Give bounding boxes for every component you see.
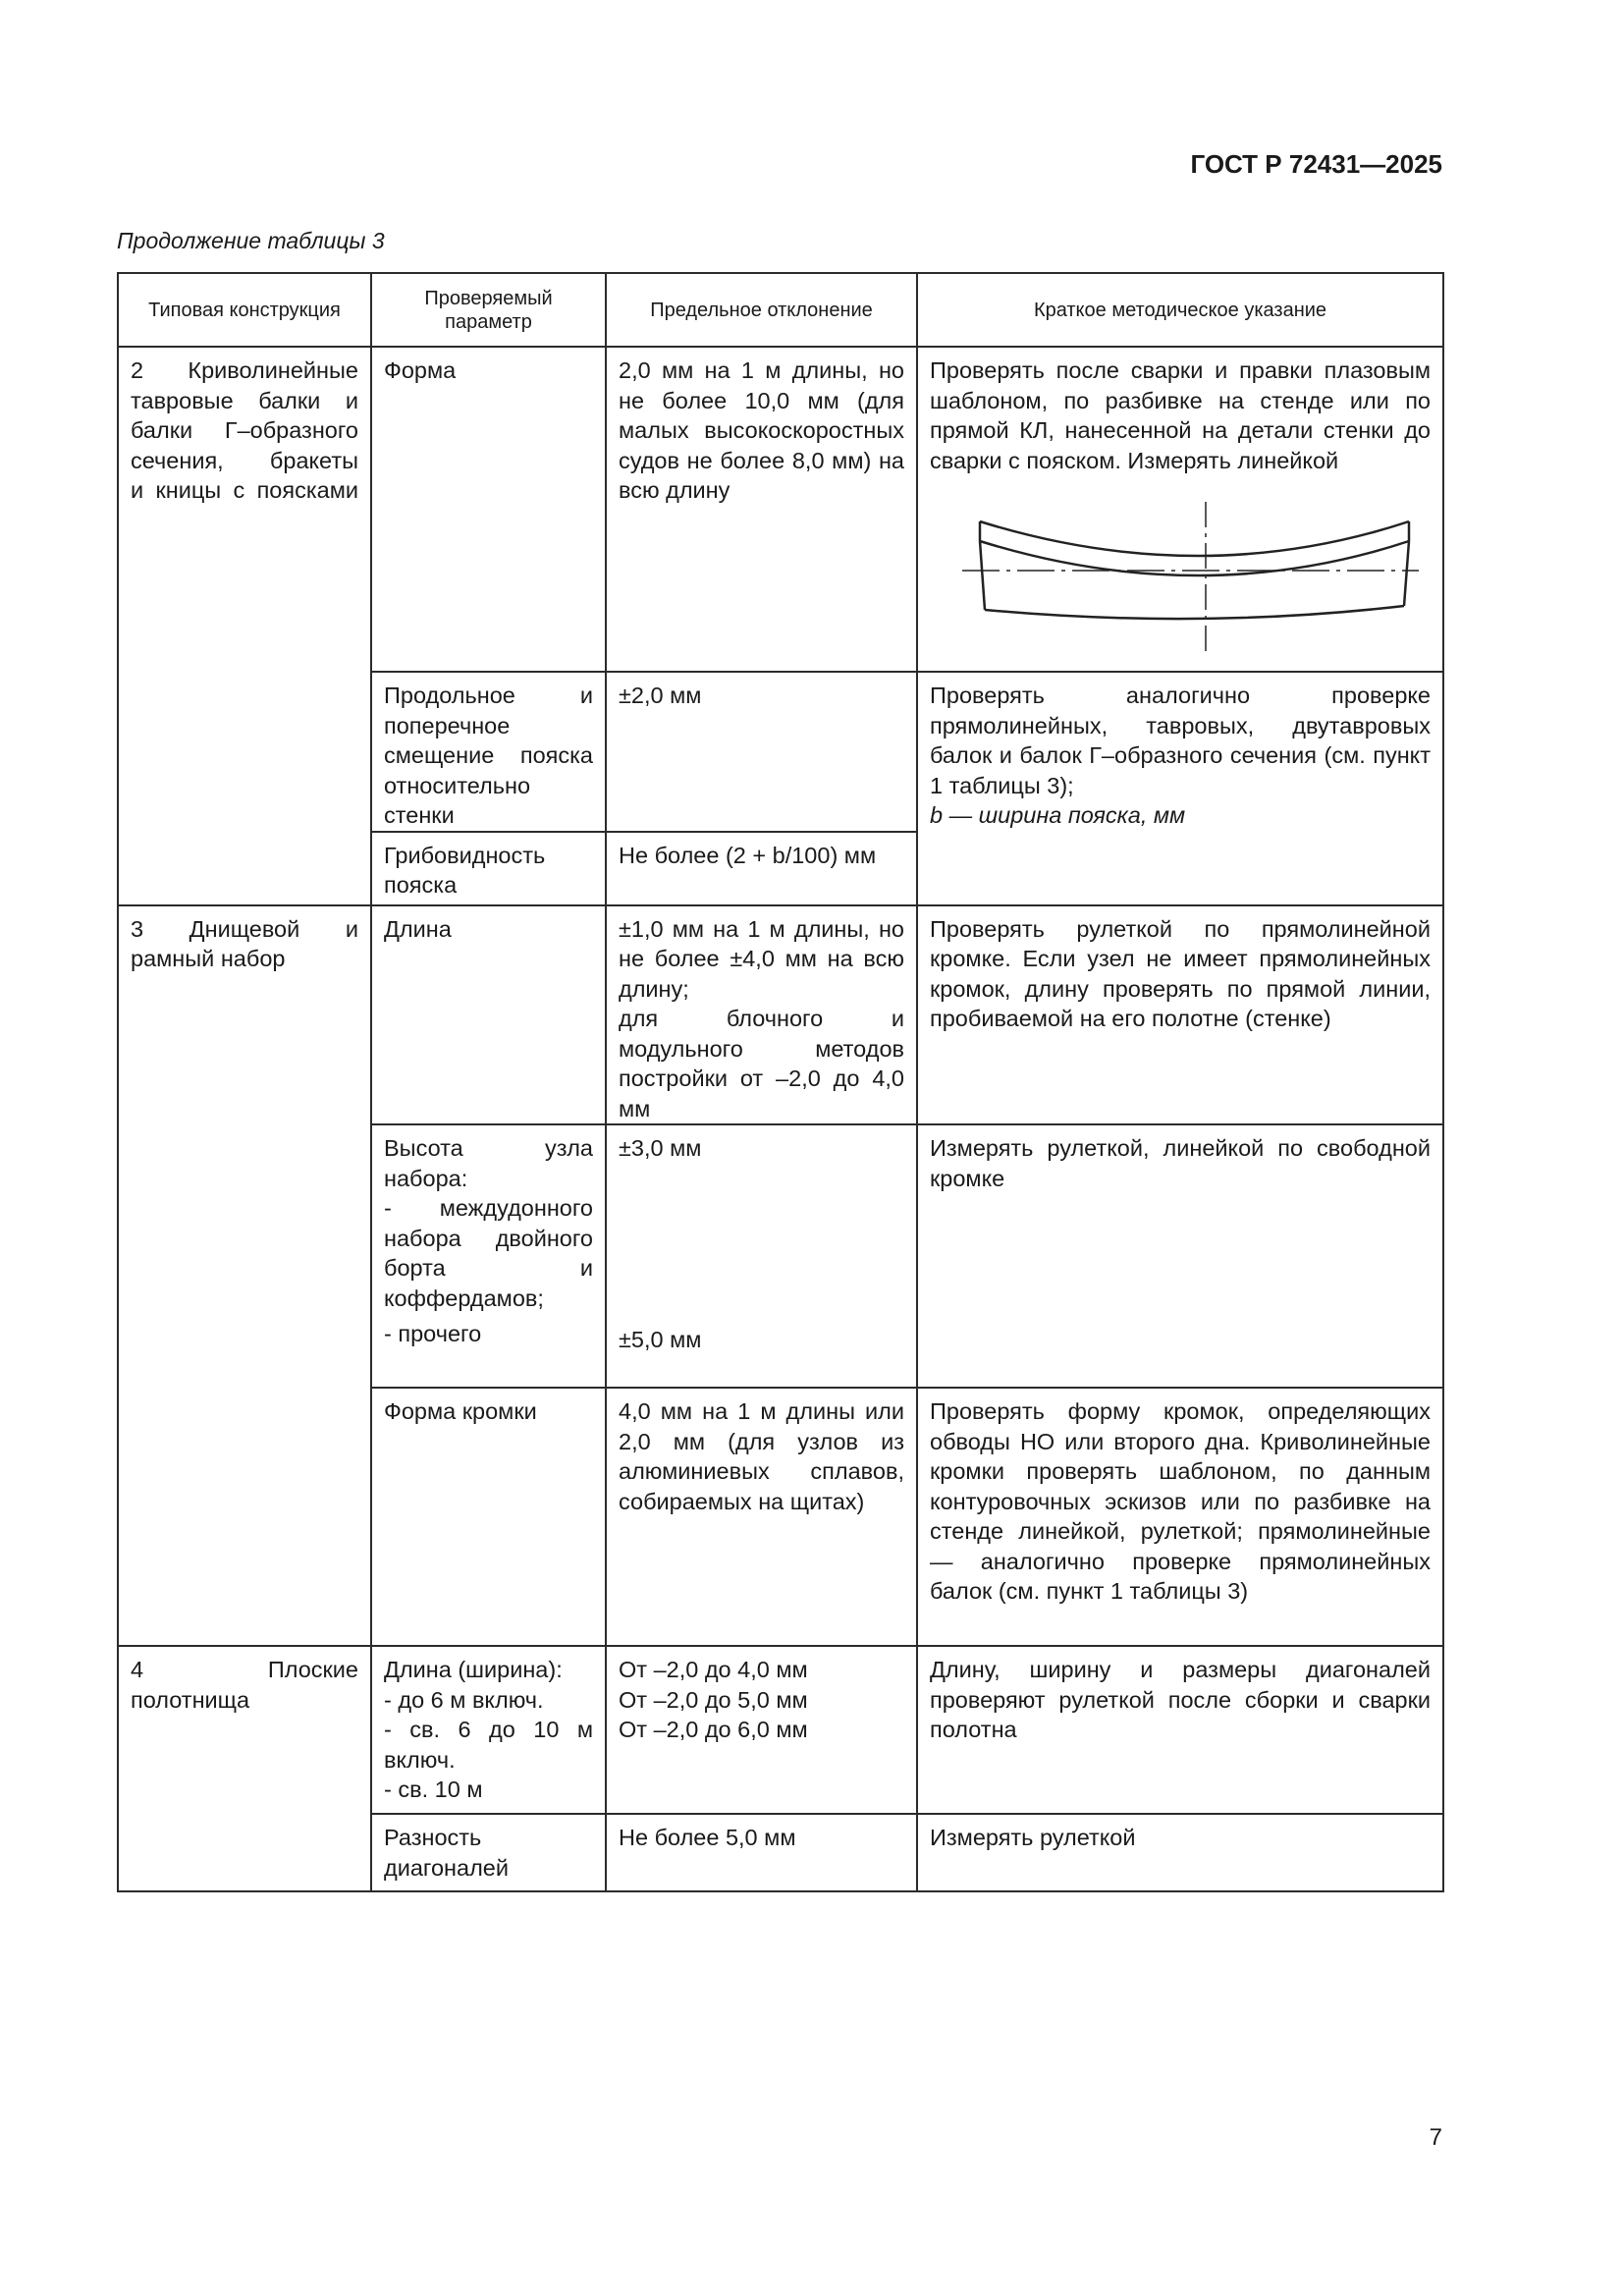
method-text: Проверять аналогично проверке прямолинейных, тавровых, двутавровых балок и балок Г–образного сечения (см. пункт 1 таблицы 3); xyxy=(930,683,1431,798)
inspection-table xyxy=(117,272,1444,1892)
parameter-cell: Форма кромки xyxy=(371,1388,606,1646)
parameter-cell: Разность диагоналей xyxy=(371,1814,606,1891)
parameter-cell: Длина xyxy=(371,905,606,1125)
construction-cell: 2 Криволинейные тавровые балки и балки Г–образного сечения, бракеты и кницы с поясками xyxy=(118,347,371,905)
deviation-cell: От –2,0 до 4,0 мм От –2,0 до 5,0 мм От –2,0 до 6,0 мм xyxy=(606,1646,917,1814)
table-header-row xyxy=(118,273,1443,347)
deviation-cell: Не более 5,0 мм xyxy=(606,1814,917,1891)
method-cell: Измерять рулеткой xyxy=(917,1814,1443,1891)
deviation-value: ±5,0 мм xyxy=(619,1326,702,1352)
standard-number: ГОСТ Р 72431—2025 xyxy=(1190,149,1442,179)
parameter-cell: Продольное и поперечное смещение пояска относительно стенки xyxy=(371,672,606,832)
header-construction: Типовая конструкция xyxy=(118,273,371,347)
parameter-cell xyxy=(371,1124,606,1388)
deviation-cell: 2,0 мм на 1 м длины, но не более 10,0 мм (для малых высокоскоростных судов не более 8,0 мм) на всю длину xyxy=(606,347,917,672)
parameter-title: Высота узла набора: xyxy=(384,1135,593,1191)
parameter-item: - прочего xyxy=(384,1321,482,1346)
method-cell: Проверять рулеткой по прямолинейной кромке. Если узел не имеет прямолинейных кромок, длину проверять по прямой линии, пробиваемой на его полотне (стенке) xyxy=(917,905,1443,1125)
method-note: b — ширина пояска, мм xyxy=(930,802,1186,828)
parameter-cell: Форма xyxy=(371,347,606,672)
curved-beam-sketch xyxy=(947,497,1419,654)
deviation-cell: ±1,0 мм на 1 м длины, но не более ±4,0 мм на всю длину; для блочного и модульного методов постройки от –2,0 до 4,0 мм xyxy=(606,905,917,1125)
table-row xyxy=(118,905,1443,1125)
deviation-cell: ±2,0 мм xyxy=(606,672,917,832)
method-cell: Длину, ширину и размеры диагоналей проверяют рулеткой после сборки и сварки полотна xyxy=(917,1646,1443,1814)
header-deviation: Предельное отклонение xyxy=(606,273,917,347)
deviation-cell: Не более (2 + b/100) мм xyxy=(606,832,917,905)
construction-cell: 4 Плоские полотнища xyxy=(118,1646,371,1891)
header-method: Краткое методическое указание xyxy=(917,273,1443,347)
header-parameter: Проверяемый параметр xyxy=(371,273,606,347)
method-cell: Проверять форму кромок, определяющих обводы НО или второго дна. Криволинейные кромки проверять шаблоном, по данным контуровочных эскизов или по разбивке на стенде линейкой, рулеткой; прямолинейные — аналогично проверке прямолинейных балок (см. пункт 1 таблицы 3) xyxy=(917,1388,1443,1646)
parameter-item: - междудонного набора двойного борта и коффердамов; xyxy=(384,1195,593,1311)
construction-cell: 3 Днищевой и рамный набор xyxy=(118,905,371,1647)
page-number: 7 xyxy=(1429,2124,1442,2151)
method-cell xyxy=(917,347,1443,672)
deviation-value: ±3,0 мм xyxy=(619,1135,702,1161)
table-continuation-caption: Продолжение таблицы 3 xyxy=(117,228,385,253)
parameter-cell: Длина (ширина): - до 6 м включ. - св. 6 до 10 м включ. - св. 10 м xyxy=(371,1646,606,1814)
deviation-cell xyxy=(606,1124,917,1388)
deviation-cell: 4,0 мм на 1 м длины или 2,0 мм (для узлов из алюминиевых сплавов, собираемых на щитах) xyxy=(606,1388,917,1646)
table-row xyxy=(118,1646,1443,1814)
method-cell: Измерять рулеткой, линейкой по свободной кромке xyxy=(917,1124,1443,1388)
parameter-cell: Грибовидность пояска xyxy=(371,832,606,905)
table-row xyxy=(118,347,1443,672)
method-cell xyxy=(917,672,1443,905)
method-text: Проверять после сварки и правки плазовым шаблоном, по разбивке на стенде или по прямой КЛ, нанесенной на детали стенки до сварки с пояском. Измерять линейкой xyxy=(930,357,1431,473)
